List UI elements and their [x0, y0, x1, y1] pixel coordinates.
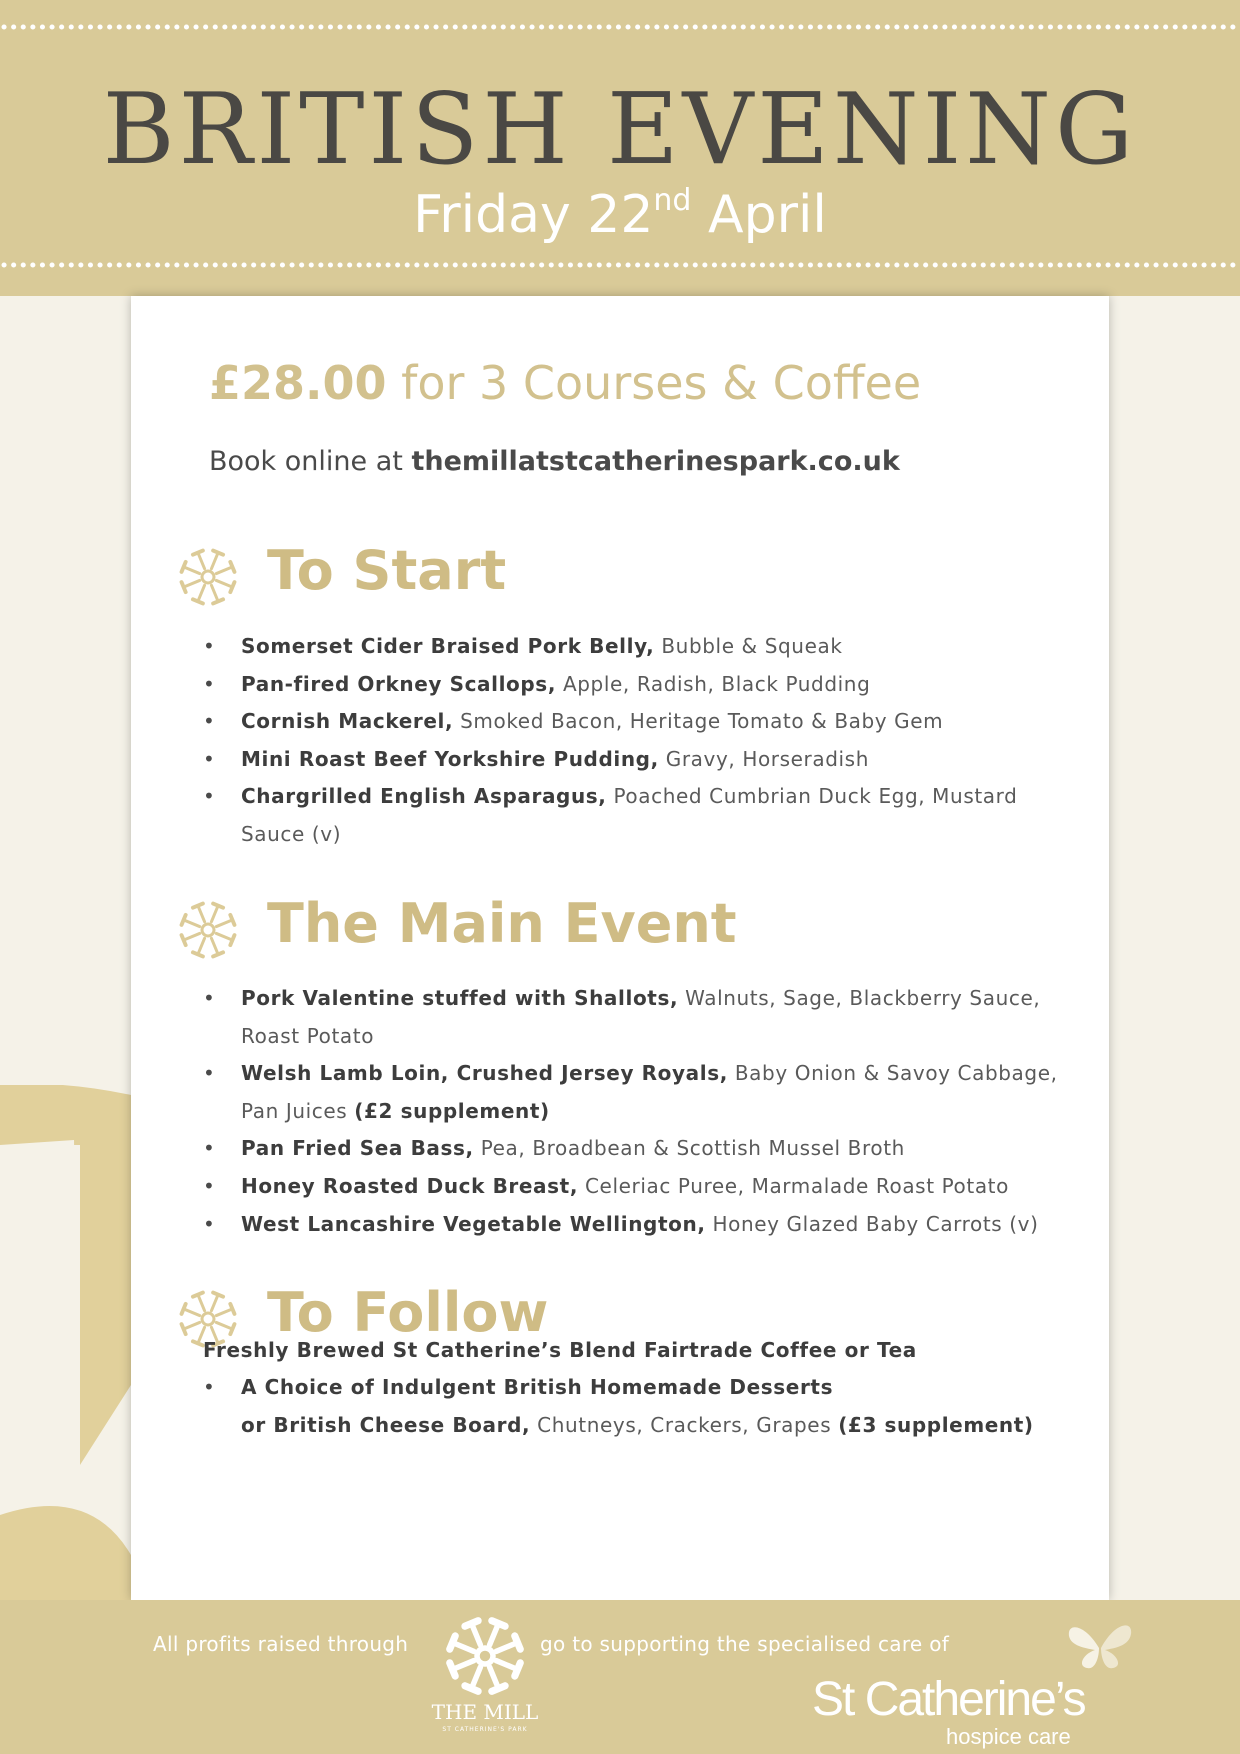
header-banner — [0, 0, 1240, 296]
desserts-list — [203, 1369, 1083, 1444]
footer-right-text: go to supporting the specialised care of — [540, 1632, 950, 1656]
list-item: • Chargrilled English Asparagus, Poached Cumbrian Duck Egg, Mustard Sauce (v) — [203, 778, 1083, 853]
list-item: • Honey Roasted Duck Breast, Celeriac Puree, Marmalade Roast Potato — [203, 1168, 1083, 1206]
event-title: BRITISH EVENING — [102, 73, 1138, 187]
footer-left-text: All profits raised through — [153, 1632, 409, 1656]
mains-list — [203, 980, 1083, 1243]
list-item: • Cornish Mackerel, Smoked Bacon, Heritage Tomato & Baby Gem — [203, 703, 1083, 741]
coffee-note: Freshly Brewed St Catherine’s Blend Fairtrade Coffee or Tea — [203, 1338, 917, 1362]
menu-card: £28.00 for 3 Courses & Coffee Book online at themillatstcatherinespark.co.uk To Start • Somerset Cider Braised Pork Belly, Bubble & Squeak • Pan-fired Orkney Scallops, Apple, Radish, Black Pudding • Cornish Mackerel, Smoked Bacon, Heritage Tomato & Baby Gem • Mini Roast Beef Yorkshire Pudding, Gravy, Horseradish • Chargrilled English Asparagus, Poached Cumbrian Duck Egg, Mustard Sauce (v) The Main Event • Pork Valentine stuffed with Shallots, Walnuts, Sage, Blackberry Sauce, Roast Potato • Welsh Lamb Loin, Crushed Jersey Royals, Baby Onion & Savoy Cabbage, Pan Juices (£2 supplement) • Pan Fried Sea Bass, Pea, Broadbean & Scottish Mussel Broth • Honey Roasted Duck Breast, Celeriac Puree, Marmalade Roast Potato • West Lancashire Vegetable Wellington, Honey Glazed Baby Carrots (v) To Follow • A Choice of Indulgent British Homemade Desserts or British Cheese Board, Chutneys, Crackers, Grapes (£3 supplement) Freshly Brewed St Catherine’s Blend Fairtrade Coffee or Tea — [131, 296, 1109, 1600]
background-decoration — [0, 1085, 140, 1605]
footer-banner — [0, 1600, 1240, 1754]
price-line — [209, 356, 921, 410]
charity-name: St Catherine’s — [812, 1673, 1085, 1726]
price: £28.00 — [209, 356, 387, 410]
event-date: Friday 22nd April — [413, 183, 827, 245]
list-item: • Pan Fried Sea Bass, Pea, Broadbean & Scottish Mussel Broth — [203, 1130, 1083, 1168]
charity-subtitle: hospice care — [946, 1724, 1071, 1749]
dotted-border-top — [0, 23, 1240, 31]
mill-wheel-icon — [177, 546, 239, 608]
mill-wheel-icon — [177, 899, 239, 961]
booking-line: Book online at themillatstcatherinespark.co.uk — [209, 446, 900, 477]
list-item: • A Choice of Indulgent British Homemade Desserts or British Cheese Board, Chutneys, Crackers, Grapes (£3 supplement) — [203, 1369, 1083, 1444]
list-item: • Welsh Lamb Loin, Crushed Jersey Royals, Baby Onion & Savoy Cabbage, Pan Juices (£2 supplement) — [203, 1055, 1083, 1130]
butterfly-icon — [1063, 1618, 1135, 1674]
the-mill-logo-icon — [430, 1606, 540, 1746]
booking-url[interactable]: themillatstcatherinespark.co.uk — [411, 446, 900, 477]
mill-name: THE MILL — [431, 1700, 539, 1724]
list-item: • Somerset Cider Braised Pork Belly, Bubble & Squeak — [203, 628, 1083, 666]
list-item: • Pork Valentine stuffed with Shallots, Walnuts, Sage, Blackberry Sauce, Roast Potato — [203, 980, 1083, 1055]
dotted-border-bottom — [0, 261, 1240, 269]
starters-list — [203, 628, 1083, 854]
list-item: • West Lancashire Vegetable Wellington, Honey Glazed Baby Carrots (v) — [203, 1206, 1083, 1244]
list-item: • Mini Roast Beef Yorkshire Pudding, Gravy, Horseradish — [203, 741, 1083, 779]
price-description: for 3 Courses & Coffee — [401, 356, 922, 410]
mill-subtitle: ST CATHERINE'S PARK — [442, 1726, 528, 1733]
list-item: • Pan-fired Orkney Scallops, Apple, Radish, Black Pudding — [203, 666, 1083, 704]
